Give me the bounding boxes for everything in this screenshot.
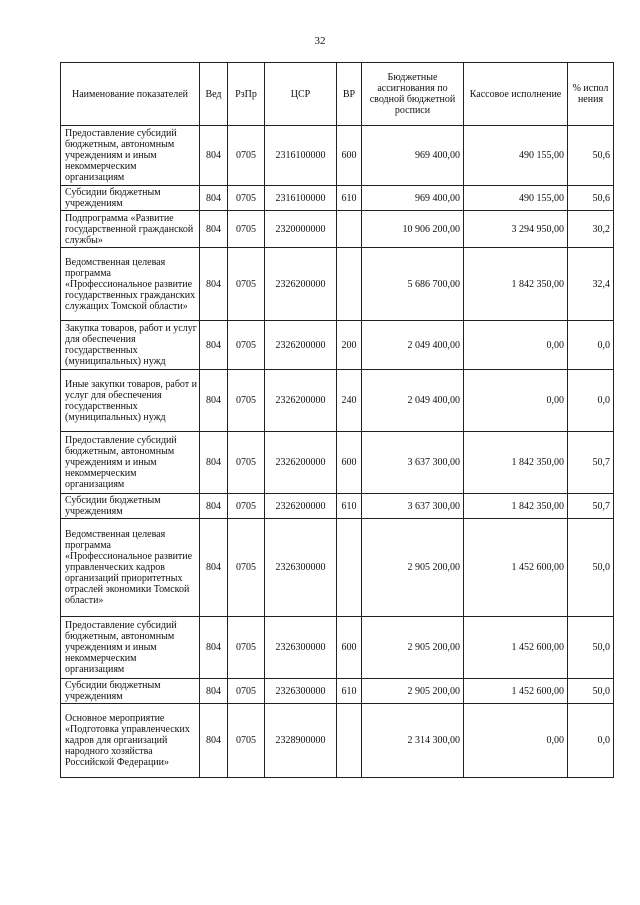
row-vr: 610 xyxy=(337,679,362,704)
row-cash: 1 452 600,00 xyxy=(464,617,568,679)
header-csr: ЦСР xyxy=(265,63,337,126)
row-rzpr: 0705 xyxy=(228,248,265,321)
row-ved: 804 xyxy=(200,617,228,679)
row-vr: 600 xyxy=(337,617,362,679)
row-ved: 804 xyxy=(200,679,228,704)
row-ved: 804 xyxy=(200,432,228,494)
row-csr: 2326300000 xyxy=(265,617,337,679)
row-rzpr: 0705 xyxy=(228,186,265,211)
row-cash: 0,00 xyxy=(464,321,568,370)
row-budget: 2 905 200,00 xyxy=(362,617,464,679)
row-name: Основное мероприятие «Подготовка управленческих кадров для организаций народного хозяйства Российской Федерации» xyxy=(61,704,200,778)
row-cash: 1 452 600,00 xyxy=(464,679,568,704)
row-budget: 10 906 200,00 xyxy=(362,211,464,248)
row-name: Предоставление субсидий бюджетным, автономным учреждениям и иным некоммерческим организациям xyxy=(61,126,200,186)
row-percent: 0,0 xyxy=(568,370,614,432)
row-csr: 2326200000 xyxy=(265,494,337,519)
row-csr: 2326200000 xyxy=(265,248,337,321)
row-rzpr: 0705 xyxy=(228,211,265,248)
row-ved: 804 xyxy=(200,126,228,186)
row-cash: 3 294 950,00 xyxy=(464,211,568,248)
row-budget: 2 049 400,00 xyxy=(362,370,464,432)
row-rzpr: 0705 xyxy=(228,704,265,778)
table-row xyxy=(61,186,614,211)
header-vr: ВР xyxy=(337,63,362,126)
row-percent: 50,6 xyxy=(568,186,614,211)
row-budget: 969 400,00 xyxy=(362,186,464,211)
row-ved: 804 xyxy=(200,370,228,432)
row-percent: 50,7 xyxy=(568,432,614,494)
row-cash: 490 155,00 xyxy=(464,186,568,211)
row-cash: 0,00 xyxy=(464,704,568,778)
budget-execution-table xyxy=(60,62,614,778)
header-cash: Кассовое исполнение xyxy=(464,63,568,126)
table-row xyxy=(61,704,614,778)
row-percent: 50,0 xyxy=(568,679,614,704)
row-csr: 2326200000 xyxy=(265,321,337,370)
row-budget: 969 400,00 xyxy=(362,126,464,186)
row-csr: 2326200000 xyxy=(265,432,337,494)
header-ved: Вед xyxy=(200,63,228,126)
row-csr: 2320000000 xyxy=(265,211,337,248)
table-row xyxy=(61,617,614,679)
row-vr xyxy=(337,211,362,248)
row-percent: 50,0 xyxy=(568,617,614,679)
header-budget: Бюджетные ассигнования по сводной бюджетной росписи xyxy=(362,63,464,126)
row-cash: 0,00 xyxy=(464,370,568,432)
row-csr: 2328900000 xyxy=(265,704,337,778)
row-csr: 2326200000 xyxy=(265,370,337,432)
row-name: Иные закупки товаров, работ и услуг для обеспечения государственных (муниципальных) нужд xyxy=(61,370,200,432)
row-budget: 3 637 300,00 xyxy=(362,432,464,494)
table-row xyxy=(61,321,614,370)
row-vr: 240 xyxy=(337,370,362,432)
table-header-row xyxy=(61,63,614,126)
row-cash: 1 452 600,00 xyxy=(464,519,568,617)
table-row xyxy=(61,432,614,494)
row-rzpr: 0705 xyxy=(228,126,265,186)
row-rzpr: 0705 xyxy=(228,432,265,494)
row-cash: 490 155,00 xyxy=(464,126,568,186)
row-ved: 804 xyxy=(200,248,228,321)
row-name: Ведомственная целевая программа «Профессиональное развитие управленческих кадров организаций приоритетных отраслей экономики Томской области» xyxy=(61,519,200,617)
row-vr: 600 xyxy=(337,432,362,494)
row-rzpr: 0705 xyxy=(228,321,265,370)
row-name: Подпрограмма «Развитие государственной гражданской службы» xyxy=(61,211,200,248)
row-vr: 600 xyxy=(337,126,362,186)
row-ved: 804 xyxy=(200,186,228,211)
row-ved: 804 xyxy=(200,211,228,248)
row-percent: 50,7 xyxy=(568,494,614,519)
row-ved: 804 xyxy=(200,704,228,778)
table-row xyxy=(61,370,614,432)
page-number: 32 xyxy=(314,35,326,47)
row-budget: 5 686 700,00 xyxy=(362,248,464,321)
row-budget: 2 905 200,00 xyxy=(362,519,464,617)
row-vr: 200 xyxy=(337,321,362,370)
row-vr: 610 xyxy=(337,494,362,519)
row-budget: 2 049 400,00 xyxy=(362,321,464,370)
row-percent: 50,0 xyxy=(568,519,614,617)
row-name: Субсидии бюджетным учреждениям xyxy=(61,186,200,211)
row-vr xyxy=(337,704,362,778)
table-row xyxy=(61,248,614,321)
row-rzpr: 0705 xyxy=(228,617,265,679)
row-percent: 32,4 xyxy=(568,248,614,321)
row-rzpr: 0705 xyxy=(228,679,265,704)
row-percent: 50,6 xyxy=(568,126,614,186)
row-percent: 0,0 xyxy=(568,704,614,778)
row-rzpr: 0705 xyxy=(228,370,265,432)
header-rzpr: РзПр xyxy=(228,63,265,126)
row-cash: 1 842 350,00 xyxy=(464,248,568,321)
row-name: Субсидии бюджетным учреждениям xyxy=(61,679,200,704)
table-row xyxy=(61,519,614,617)
table-row xyxy=(61,494,614,519)
row-vr xyxy=(337,248,362,321)
row-ved: 804 xyxy=(200,519,228,617)
row-rzpr: 0705 xyxy=(228,494,265,519)
row-budget: 2 314 300,00 xyxy=(362,704,464,778)
row-name: Закупка товаров, работ и услуг для обеспечения государственных (муниципальных) нужд xyxy=(61,321,200,370)
row-name: Ведомственная целевая программа «Профессиональное развитие государственных гражданских служащих Томской области» xyxy=(61,248,200,321)
row-name: Субсидии бюджетным учреждениям xyxy=(61,494,200,519)
row-ved: 804 xyxy=(200,321,228,370)
row-csr: 2326300000 xyxy=(265,519,337,617)
row-ved: 804 xyxy=(200,494,228,519)
table-row xyxy=(61,211,614,248)
header-percent: % испол нения xyxy=(568,63,614,126)
row-budget: 3 637 300,00 xyxy=(362,494,464,519)
table-row xyxy=(61,679,614,704)
row-vr xyxy=(337,519,362,617)
row-csr: 2316100000 xyxy=(265,186,337,211)
table-row xyxy=(61,126,614,186)
row-cash: 1 842 350,00 xyxy=(464,494,568,519)
row-percent: 0,0 xyxy=(568,321,614,370)
row-name: Предоставление субсидий бюджетным, автономным учреждениям и иным некоммерческим организациям xyxy=(61,432,200,494)
row-cash: 1 842 350,00 xyxy=(464,432,568,494)
row-percent: 30,2 xyxy=(568,211,614,248)
row-budget: 2 905 200,00 xyxy=(362,679,464,704)
row-vr: 610 xyxy=(337,186,362,211)
row-rzpr: 0705 xyxy=(228,519,265,617)
row-csr: 2316100000 xyxy=(265,126,337,186)
row-name: Предоставление субсидий бюджетным, автономным учреждениям и иным некоммерческим организациям xyxy=(61,617,200,679)
header-name: Наименование показателей xyxy=(61,63,200,126)
row-csr: 2326300000 xyxy=(265,679,337,704)
